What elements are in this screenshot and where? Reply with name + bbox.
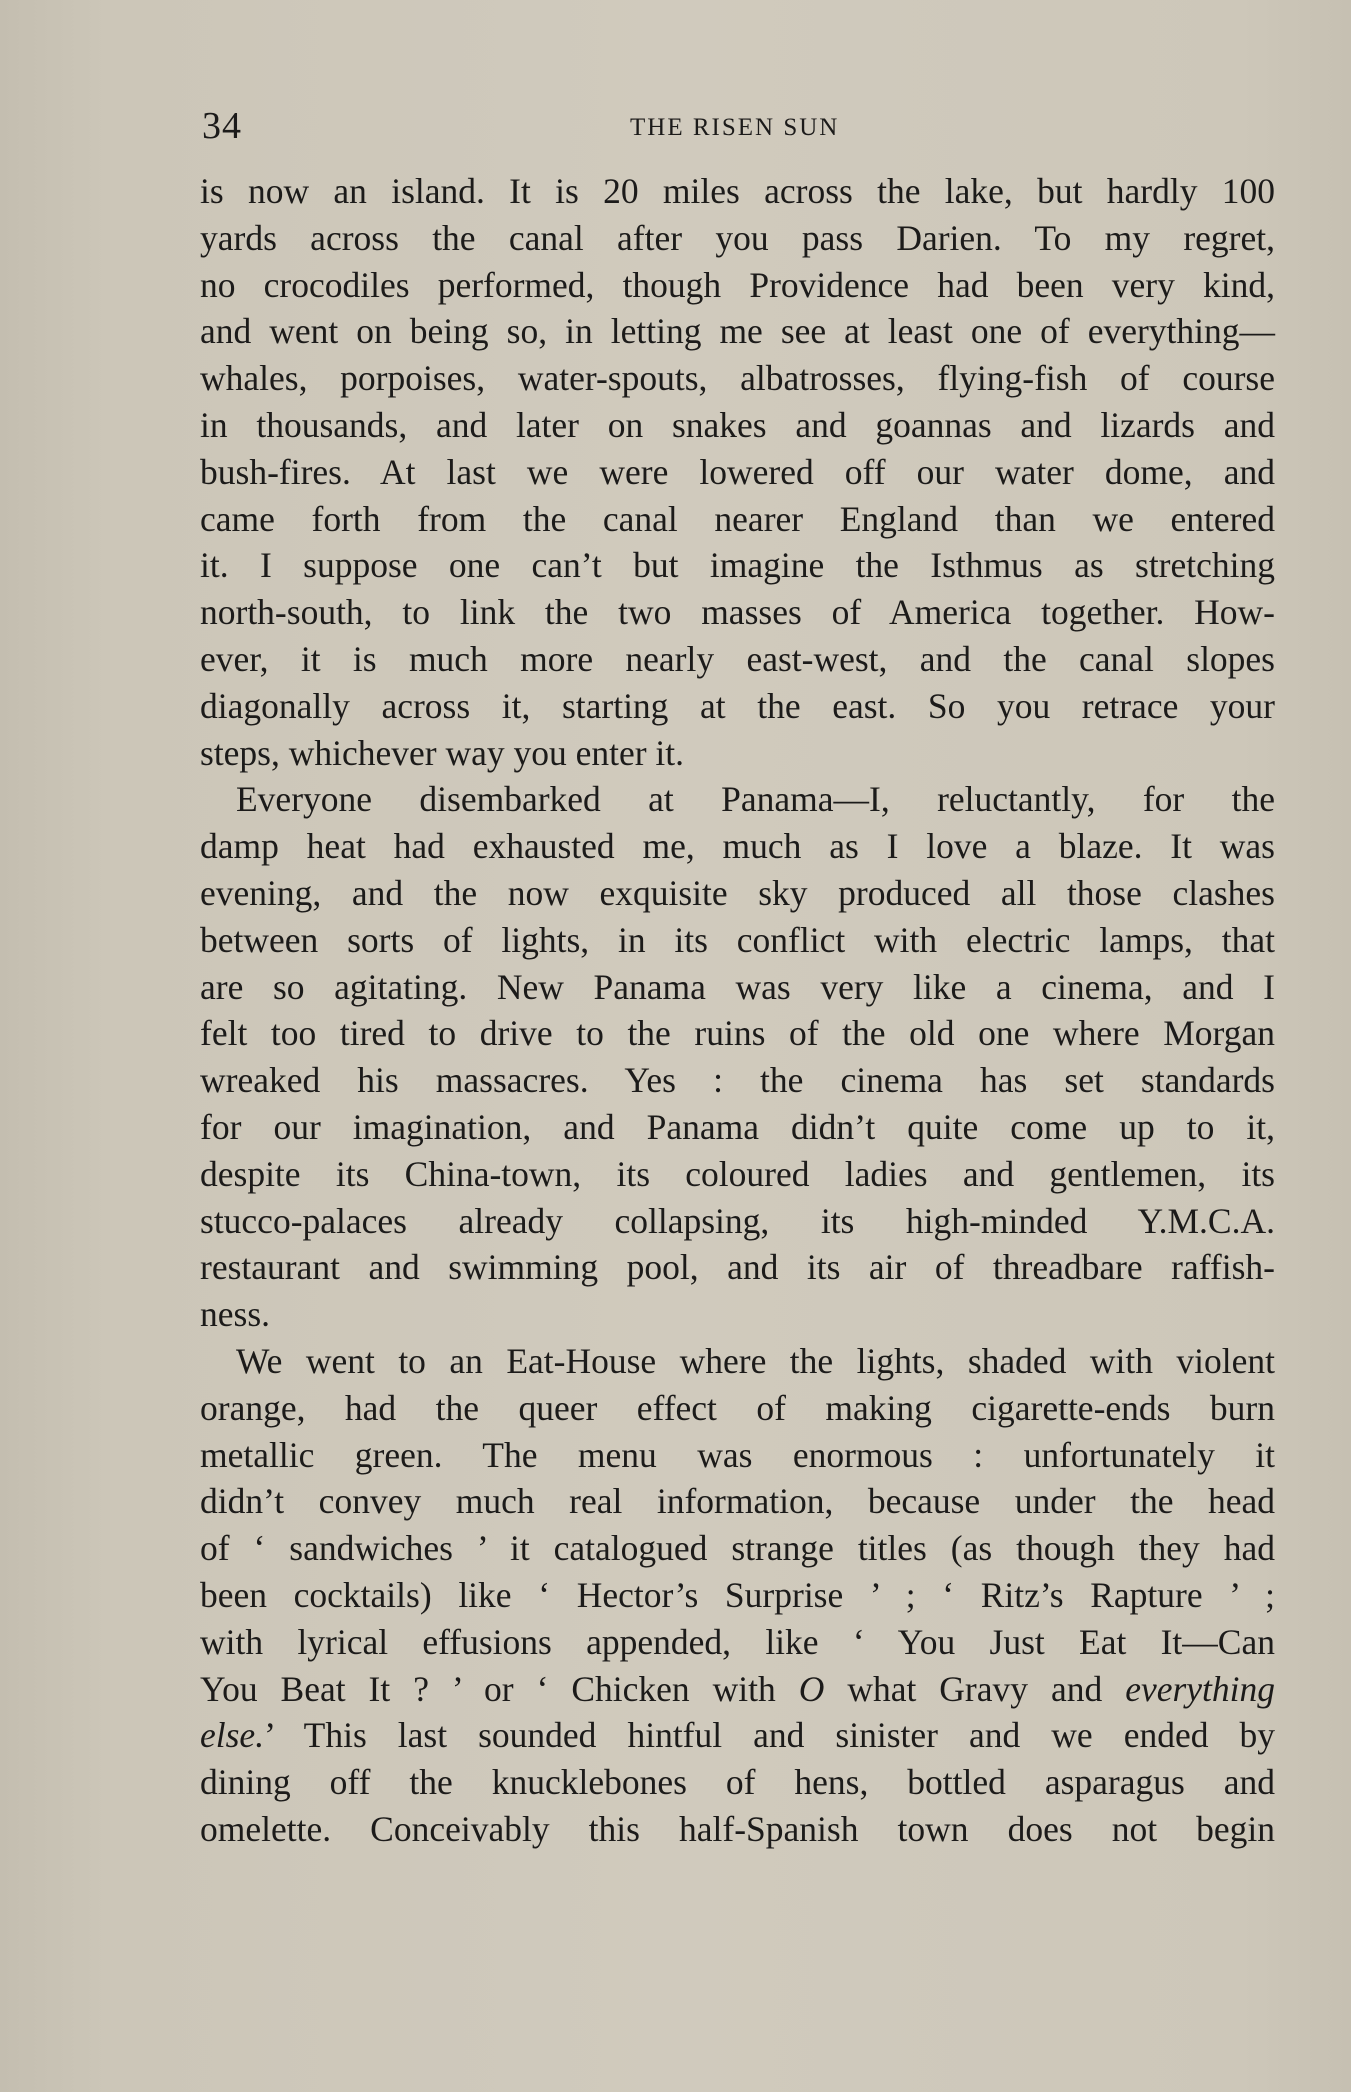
text-line: omelette. Conceivably this half-Spanish town does not begin [200,1808,1275,1849]
text-line: it. I suppose one can’t but imagine the Isthmus as stretching [200,545,1275,586]
text-line: been cocktails) like ‘ Hector’s Surprise ’ ; ‘ Ritz’s Rapture ’ ; [200,1574,1275,1615]
text-line: stucco-palaces already collapsing, its high-minded Y.M.C.A. [200,1200,1275,1241]
text-line: diagonally across it, starting at the east. So you retrace your [200,685,1275,726]
text-line: orange, had the queer effect of making cigarette-ends burn [200,1387,1275,1428]
text-line: in thousands, and later on snakes and goannas and lizards and [200,404,1275,445]
text-line: with lyrical effusions appended, like ‘ You Just Eat It—Can [200,1621,1275,1662]
line-segment: You Beat It ? ’ or ‘ Chicken with [200,1668,799,1709]
line-segment: ’ This last sounded hintful and sinister and we ended by [264,1715,1275,1756]
text-line: wreaked his massacres. Yes : the cinema has set standards [200,1060,1275,1101]
text-line: north-south, to link the two masses of America together. How- [200,592,1275,633]
text-line: didn’t convey much real information, because under the head [200,1481,1275,1522]
text-line: whales, porpoises, water-spouts, albatrosses, flying-fish of course [200,358,1275,399]
text-line: despite its China-town, its coloured ladies and gentlemen, its [200,1153,1275,1194]
text-line: restaurant and swimming pool, and its air of threadbare raffish- [200,1247,1275,1288]
text-line: Everyone disembarked at Panama—I, reluctantly, for the [236,779,1275,820]
text-line: yards across the canal after you pass Darien. To my regret, [200,217,1275,258]
text-line: came forth from the canal nearer England than we entered [200,498,1275,539]
text-line: steps, whichever way you enter it. [200,732,685,773]
page-number: 34 [202,105,242,147]
text-line: metallic green. The menu was enormous : unfortunately it [200,1434,1275,1475]
text-line [200,1666,1275,1713]
italic-segment: O [798,1668,825,1709]
body-text [200,168,1275,1853]
text-line: We went to an Eat-House where the lights, shaded with violent [236,1340,1275,1381]
text-line: ness. [200,1294,271,1335]
text-line: no crocodiles performed, though Providence had been very kind, [200,264,1275,305]
italic-segment: everything [1125,1668,1276,1709]
running-head: THE RISEN SUN [630,114,840,141]
page-header [202,104,1271,152]
text-line: evening, and the now exquisite sky produced all those clashes [200,872,1275,913]
text-line: bush-fires. At last we were lowered off our water dome, and [200,451,1275,492]
text-line: between sorts of lights, in its conflict with electric lamps, that [200,919,1275,960]
text-line: of ‘ sandwiches ’ it catalogued strange titles (as though they had [200,1528,1275,1569]
text-line: dining off the knucklebones of hens, bottled asparagus and [200,1762,1275,1803]
text-line: damp heat had exhausted me, much as I love a blaze. It was [200,826,1275,867]
text-line [200,1712,1275,1759]
text-line: and went on being so, in letting me see at least one of everything— [200,311,1275,352]
italic-segment: else. [200,1715,265,1756]
text-line: felt too tired to drive to the ruins of the old one where Morgan [200,1013,1275,1054]
text-line: are so agitating. New Panama was very like a cinema, and I [200,966,1275,1007]
line-segment: what Gravy and [824,1668,1126,1709]
text-line: ever, it is much more nearly east-west, and the canal slopes [200,638,1275,679]
text-line: for our imagination, and Panama didn’t quite come up to it, [200,1106,1275,1147]
text-line: is now an island. It is 20 miles across the lake, but hardly 100 [200,171,1275,211]
